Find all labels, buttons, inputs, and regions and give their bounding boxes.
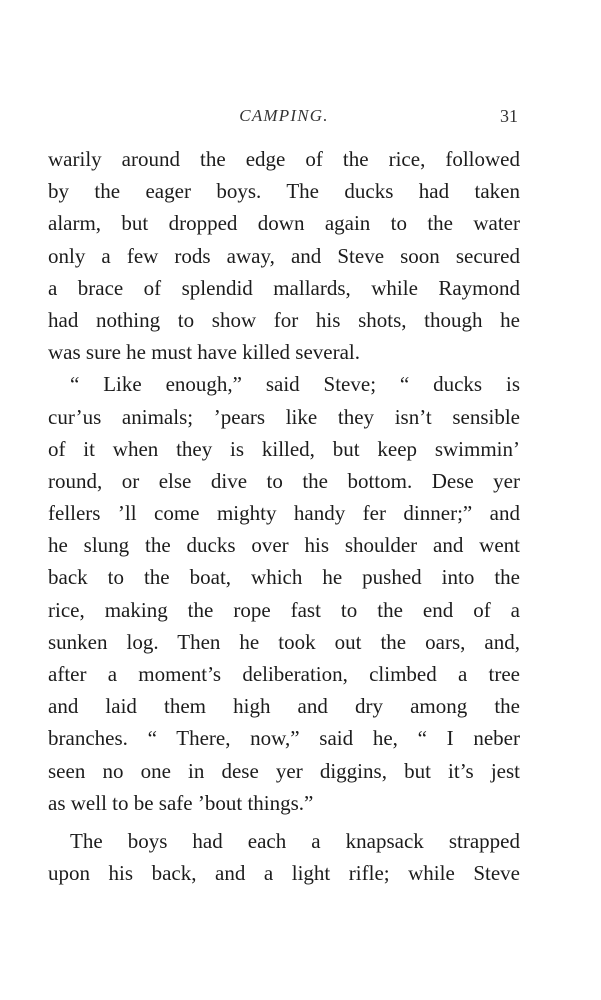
text-line: was sure he must have killed several.	[48, 340, 360, 365]
text-line: by the eager boys. The ducks had taken	[48, 179, 520, 204]
text-line: as well to be safe ’bout things.”	[48, 790, 314, 815]
text-line: back to the boat, which he pushed into the	[48, 565, 520, 590]
text-line: cur’us animals; ’pears like they isn’t sensible	[48, 404, 520, 429]
text-line: rice, making the rope fast to the end of a	[48, 597, 520, 622]
text-line: sunken log. Then he took out the oars, and,	[48, 629, 520, 654]
text-line: round, or else dive to the bottom. Dese yer	[48, 468, 520, 493]
text-line: warily around the edge of the rice, followed	[48, 147, 520, 171]
text-line: and laid them high and dry among the	[48, 694, 520, 719]
paragraph	[48, 143, 520, 368]
page-number: 31	[500, 106, 518, 126]
paragraph	[48, 825, 520, 889]
text-line: alarm, but dropped down again to the water	[48, 211, 520, 236]
text-line: of it when they is killed, but keep swimmin’	[48, 436, 520, 461]
running-title: CAMPING.	[239, 106, 329, 125]
text-line: a brace of splendid mallards, while Raymond	[48, 275, 520, 300]
paragraph	[48, 368, 520, 819]
text-line: “ Like enough,” said Steve; “ ducks is	[70, 372, 520, 397]
running-head	[48, 106, 520, 130]
text-line: The boys had each a knapsack strapped	[70, 828, 520, 853]
text-line: after a moment’s deliberation, climbed a tree	[48, 662, 520, 686]
text-line: upon his back, and a light rifle; while Steve	[48, 861, 520, 886]
body-text	[48, 143, 520, 889]
text-line: branches. “ There, now,” said he, “ I neber	[48, 726, 520, 751]
text-line: fellers ’ll come mighty handy fer dinner;” and	[48, 501, 520, 526]
text-line: he slung the ducks over his shoulder and went	[48, 533, 520, 558]
text-line: had nothing to show for his shots, though he	[48, 307, 520, 332]
text-line: only a few rods away, and Steve soon secured	[48, 243, 520, 268]
text-line: seen no one in dese yer diggins, but it’s jest	[48, 758, 520, 783]
